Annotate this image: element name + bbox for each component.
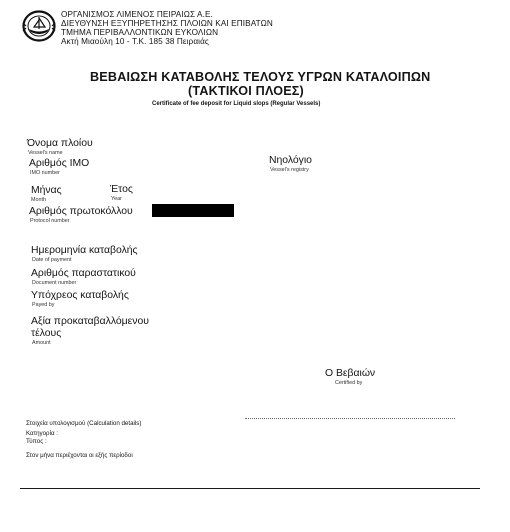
- calculation-category: Κατηγορία :: [26, 430, 58, 437]
- document-title: ΒΕΒΑΙΩΣΗ ΚΑΤΑΒΟΛΗΣ ΤΕΛΟΥΣ ΥΓΡΩΝ ΚΑΤΑΛΟΙΠΩΝ: [90, 70, 431, 84]
- amount-label-line2: τέλους: [31, 328, 62, 339]
- document-number-label: Αριθμός παραστατικού: [31, 268, 136, 279]
- month-sub: Month: [31, 197, 46, 203]
- ship-name-sub: Vessel's name: [28, 150, 63, 156]
- imo-sub: IMO number: [30, 170, 60, 176]
- certifier-label: Ο Βεβαιών: [325, 368, 376, 379]
- imo-label: Αριθμός ΙΜΟ: [29, 158, 90, 169]
- protocol-redaction-bar: [152, 204, 234, 217]
- calculation-note: Στον μήνα περιέχονται οι εξής περίοδοι: [26, 452, 133, 459]
- document-title-english: Certificate of fee deposit for Liquid slops (Regular Vessels): [152, 101, 321, 107]
- calculation-type: Τύπος :: [26, 438, 47, 445]
- signature-line: [245, 418, 455, 419]
- ship-name-label: Όνομα πλοίου: [27, 138, 93, 149]
- amount-label-line1: Αξία προκαταβαλλόμενου: [31, 316, 149, 327]
- year-label: Έτος: [110, 184, 133, 195]
- registry-label: Νηολόγιο: [269, 155, 312, 166]
- payment-date-sub: Date of payment: [32, 257, 72, 263]
- org-name: ΟΡΓΑΝΙΣΜΟΣ ΛΙΜΕΝΟΣ ΠΕΙΡΑΙΩΣ Α.Ε.: [61, 10, 213, 19]
- ship-emblem-icon: [22, 10, 56, 42]
- registry-sub: Vessel's registry: [270, 167, 309, 173]
- org-address: Ακτή Μιαούλη 10 - Τ.Κ. 185 38 Πειραιάς: [61, 37, 209, 46]
- payment-date-label: Ημερομηνία καταβολής: [31, 245, 138, 256]
- department-name: ΤΜΗΜΑ ΠΕΡΙΒΑΛΛΟΝΤΙΚΩΝ ΕΥΚΟΛΙΩΝ: [61, 28, 219, 37]
- payer-sub: Payed by: [32, 302, 55, 308]
- directorate-name: ΔΙΕΥΘΥΝΣΗ ΕΞΥΠΗΡΕΤΗΣΗΣ ΠΛΟΙΩΝ ΚΑΙ ΕΠΙΒΑΤΩΝ: [61, 19, 273, 28]
- document-number-sub: Document number: [32, 280, 77, 286]
- protocol-label: Αριθμός πρωτοκόλλου: [29, 206, 133, 217]
- year-sub: Year: [111, 196, 122, 202]
- protocol-sub: Protocol number: [30, 218, 70, 224]
- amount-sub: Amount: [32, 340, 51, 346]
- calculation-title: Στοιχεία υπολογισμού (Calculation details): [26, 420, 142, 427]
- bottom-divider: [20, 488, 480, 489]
- month-label: Μήνας: [31, 185, 62, 196]
- payer-label: Υπόχρεος καταβολής: [31, 290, 129, 301]
- document-subtitle: (ΤΑΚΤΙΚΟΙ ΠΛΟΕΣ): [188, 84, 304, 98]
- certifier-sub: Certified by: [335, 380, 363, 386]
